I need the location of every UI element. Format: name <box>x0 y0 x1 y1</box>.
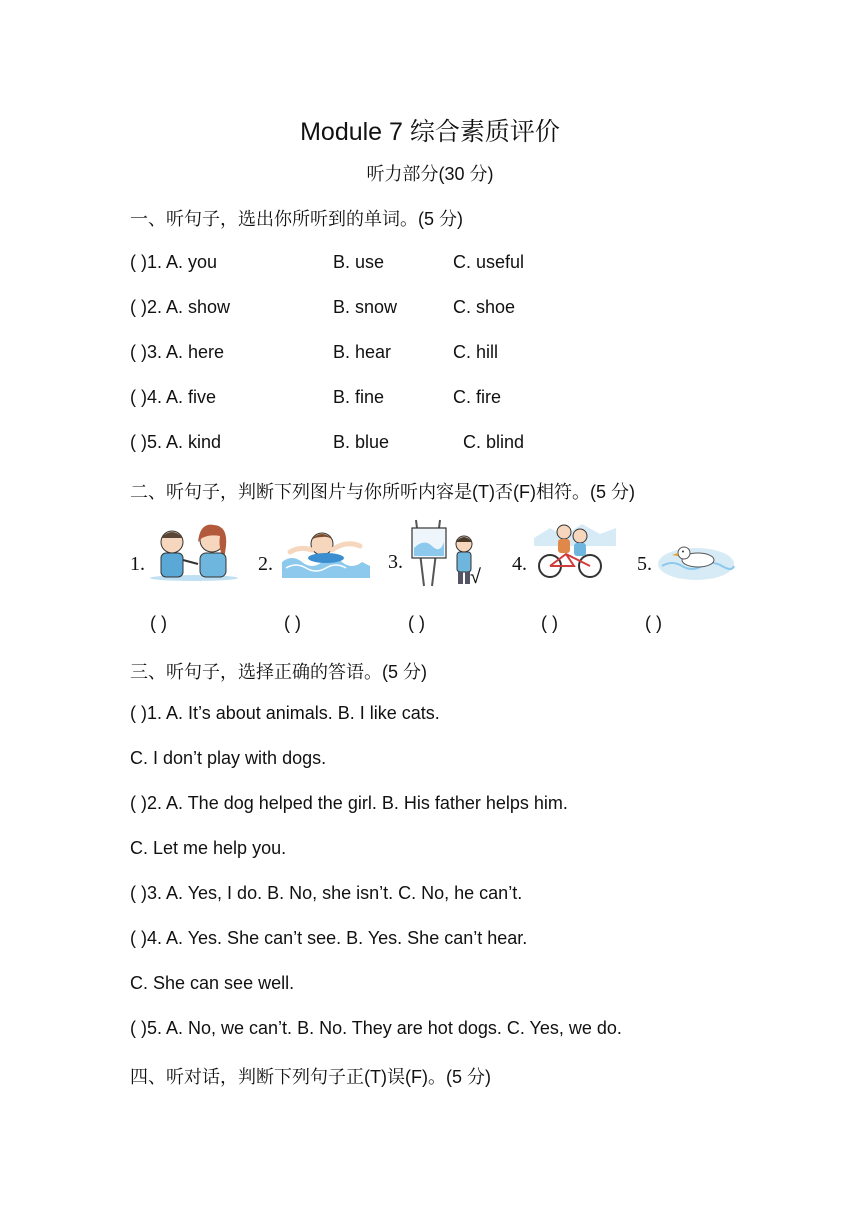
option-c: C. hill <box>453 342 499 362</box>
answer-blank-2[interactable]: ( ) <box>284 613 301 633</box>
question-a: ( )3. A. here <box>130 342 225 362</box>
question-a: ( )5. A. kind <box>130 432 222 452</box>
section3-heading: 三、听句子，选择正确的答语。(5 分) <box>130 662 427 682</box>
option-b: B. hear <box>333 342 392 362</box>
answer-blank-3[interactable]: ( ) <box>408 613 425 633</box>
picture-number: 4. <box>512 553 527 575</box>
answer-blank-4[interactable]: ( ) <box>541 613 558 633</box>
option-b: B. fine <box>333 387 385 407</box>
section3-question-5: ( )5. A. No, we can’t. B. No. They are hot dogs. C. Yes, we do. <box>130 1018 622 1038</box>
boy-swimming-icon <box>280 522 372 580</box>
option-c: C. shoe <box>453 297 516 317</box>
section3-question-4-option-c: C. She can see well. <box>130 973 295 993</box>
section2-heading: 二、听句子，判断下列图片与你所听内容是(T)否(F)相符。(5 分) <box>130 482 635 502</box>
section3-question-2: ( )2. A. The dog helped the girl. B. His father helps him. <box>130 793 568 813</box>
check-mark: √ <box>470 566 481 588</box>
picture-number: 5. <box>637 553 652 575</box>
duck-in-water-icon <box>656 536 736 584</box>
picture-number: 2. <box>258 553 273 575</box>
section3-question-1: ( )1. A. It’s about animals. B. I like cats. <box>130 703 440 723</box>
picture-number: 1. <box>130 553 145 575</box>
option-c: C. blind <box>463 432 525 452</box>
answer-blank-5[interactable]: ( ) <box>645 613 662 633</box>
children-riding-bike-icon <box>530 518 620 580</box>
answer-blank-1[interactable]: ( ) <box>150 613 167 633</box>
question-a: ( )2. A. show <box>130 297 231 317</box>
page-title: Module 7 综合素质评价 <box>300 118 560 146</box>
picture-number: 3. <box>388 551 403 573</box>
option-b: B. snow <box>333 297 398 317</box>
section4-heading: 四、听对话，判断下列句子正(T)误(F)。(5 分) <box>130 1067 491 1087</box>
two-people-talking-icon <box>148 520 240 582</box>
section3-question-4: ( )4. A. Yes. She can’t see. B. Yes. She can’t hear. <box>130 928 528 948</box>
question-a: ( )1. A. you <box>130 252 218 272</box>
option-b: B. use <box>333 252 385 272</box>
section3-question-3: ( )3. A. Yes, I do. B. No, she isn’t. C. No, he can’t. <box>130 883 523 903</box>
question-a: ( )4. A. five <box>130 387 217 407</box>
listening-subtitle: 听力部分(30 分) <box>366 164 494 184</box>
section3-question-1-option-c: C. I don’t play with dogs. <box>130 748 327 768</box>
section3-question-2-option-c: C. Let me help you. <box>130 838 287 858</box>
section1-heading: 一、听句子，选出你所听到的单词。(5 分) <box>130 209 463 229</box>
option-b: B. blue <box>333 432 390 452</box>
option-c: C. useful <box>453 252 525 272</box>
option-c: C. fire <box>453 387 502 407</box>
